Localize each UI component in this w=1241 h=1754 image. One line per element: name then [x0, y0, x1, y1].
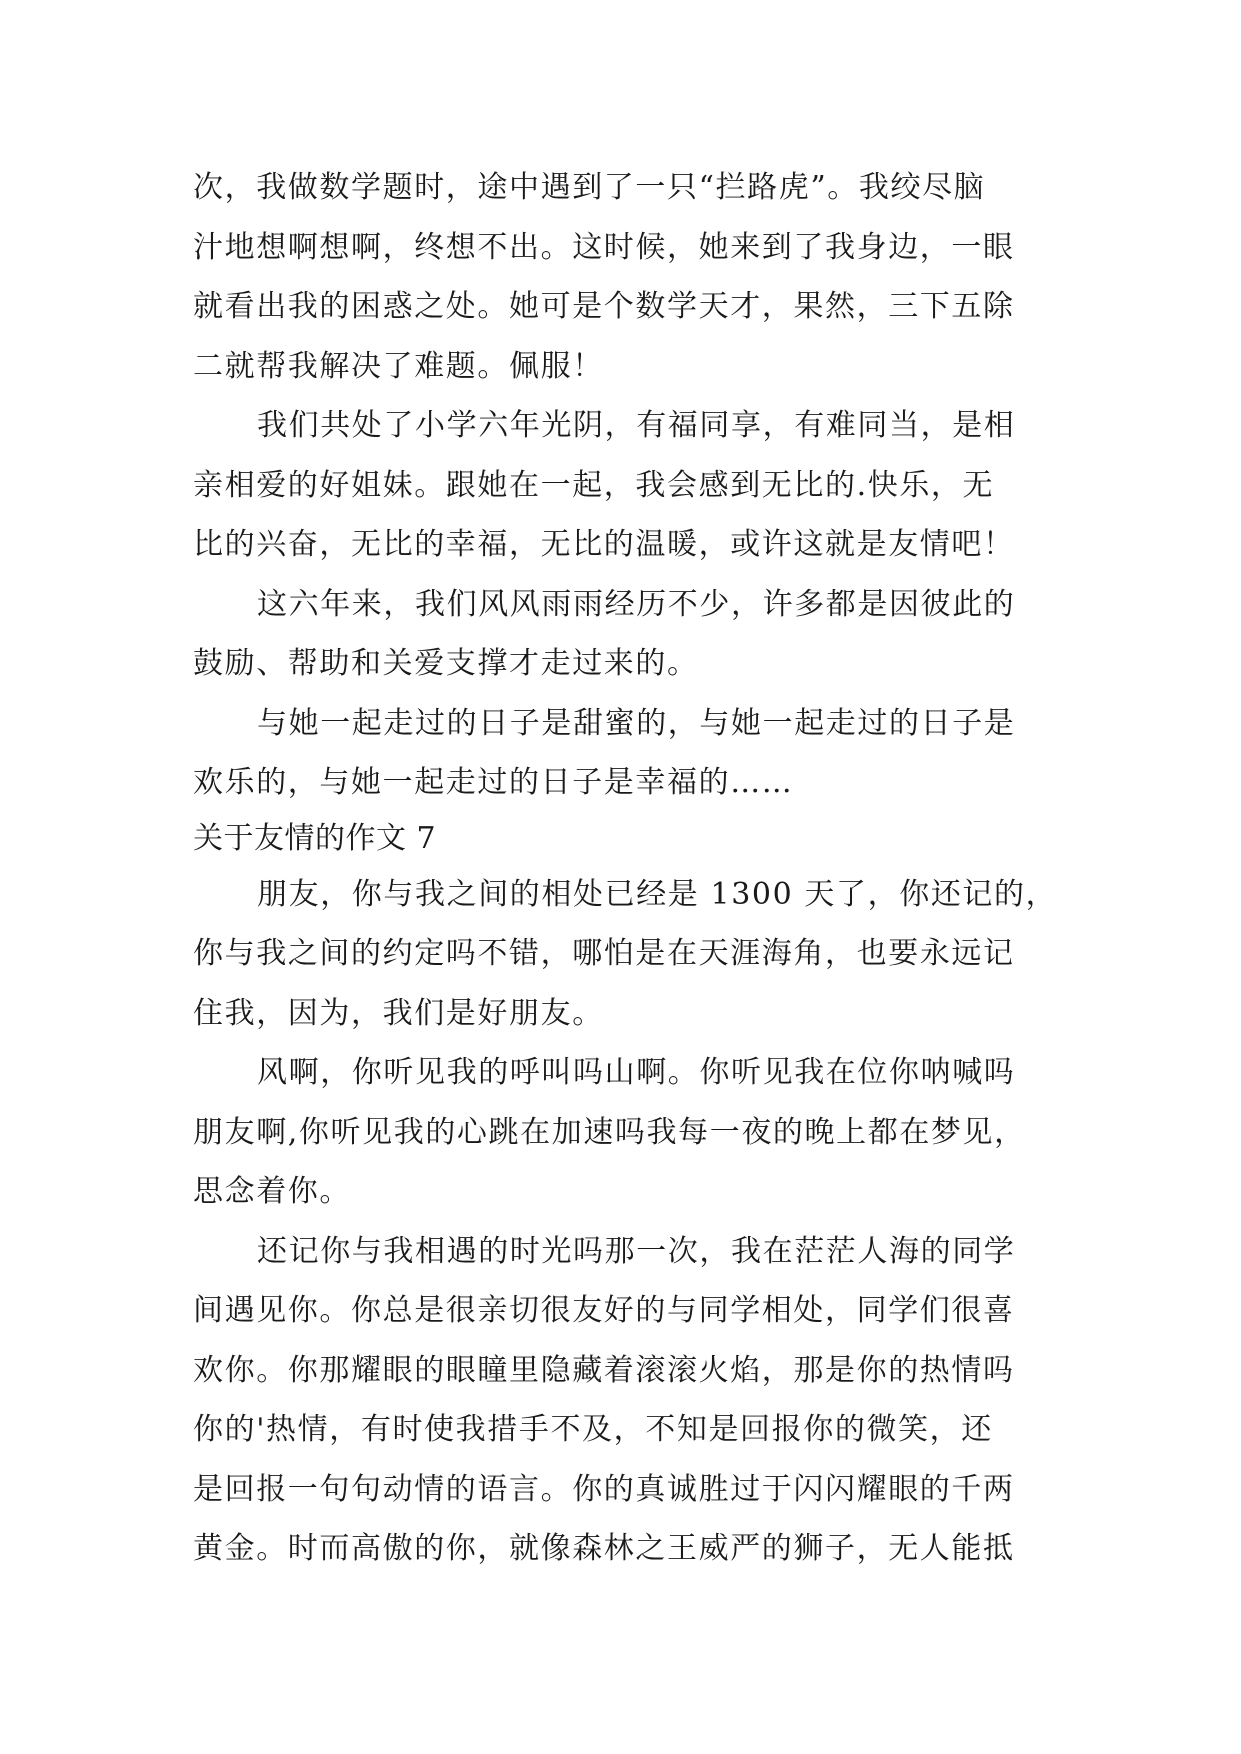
text-line: 还记你与我相遇的时光吗那一次，我在茫茫人海的同学	[257, 1233, 1016, 1269]
document-body	[193, 158, 1058, 1579]
paragraph	[193, 1222, 1055, 1579]
text-line: 就看出我的困惑之处。她可是个数学天才，果然，三下五除	[193, 289, 1015, 324]
paragraph	[193, 396, 1055, 575]
text-line: 思念着你。	[193, 1174, 351, 1209]
paragraph	[193, 575, 1055, 694]
text-line: 比的兴奋，无比的幸福，无比的温暖，或许这就是友情吧！	[193, 527, 1015, 562]
text-line: 次，我做数学题时，途中遇到了一只“拦路虎”。我绞尽脑	[193, 170, 986, 205]
text-line: 黄金。时而高傲的你，就像森林之王威严的狮子，无人能抵	[193, 1531, 1015, 1566]
text-line: 与她一起走过的日子是甜蜜的，与她一起走过的日子是	[257, 705, 1016, 741]
text-line: 你的'热情，有时使我措手不及，不知是回报你的微笑，还	[193, 1412, 993, 1447]
text-line: 是回报一句句动情的语言。你的真诚胜过于闪闪耀眼的千两	[193, 1471, 1015, 1507]
text-line: 汁地想啊想啊，终想不出。这时候，她来到了我身边，一眼	[193, 229, 1015, 265]
paragraph	[193, 865, 1058, 1044]
text-line: 住我，因为，我们是好朋友。	[193, 995, 604, 1031]
section-heading: 关于友情的作文 7	[193, 820, 437, 856]
text-line: 朋友，你与我之间的相处已经是 1300 天了，你还记的，	[257, 876, 1058, 912]
text-line: 这六年来，我们风风雨雨经历不少，许多都是因彼此的	[257, 586, 1016, 622]
paragraph	[193, 1043, 1055, 1222]
text-line: 二就帮我解决了难题。佩服！	[193, 348, 604, 384]
text-line: 亲相爱的好姐妹。跟她在一起，我会感到无比的.快乐，无	[193, 467, 995, 503]
paragraph-continuation	[193, 158, 1055, 396]
text-line: 你与我之间的约定吗不错，哪怕是在天涯海角，也要永远记	[193, 936, 1015, 971]
text-line: 欢你。你那耀眼的眼瞳里隐藏着滚滚火焰，那是你的热情吗	[193, 1352, 1015, 1388]
paragraph	[193, 694, 1055, 813]
text-line: 朋友啊,你听见我的心跳在加速吗我每一夜的晚上都在梦见，	[193, 1114, 1026, 1150]
text-line: 间遇见你。你总是很亲切很友好的与同学相处，同学们很喜	[193, 1293, 1015, 1328]
text-line: 欢乐的，与她一起走过的日子是幸福的……	[193, 765, 794, 800]
text-line: 鼓励、帮助和关爱支撑才走过来的。	[193, 646, 699, 681]
text-line: 我们共处了小学六年光阴，有福同享，有难同当，是相	[257, 408, 1016, 443]
text-line: 风啊，你听见我的呼叫吗山啊。你听见我在位你呐喊吗	[257, 1055, 1016, 1090]
